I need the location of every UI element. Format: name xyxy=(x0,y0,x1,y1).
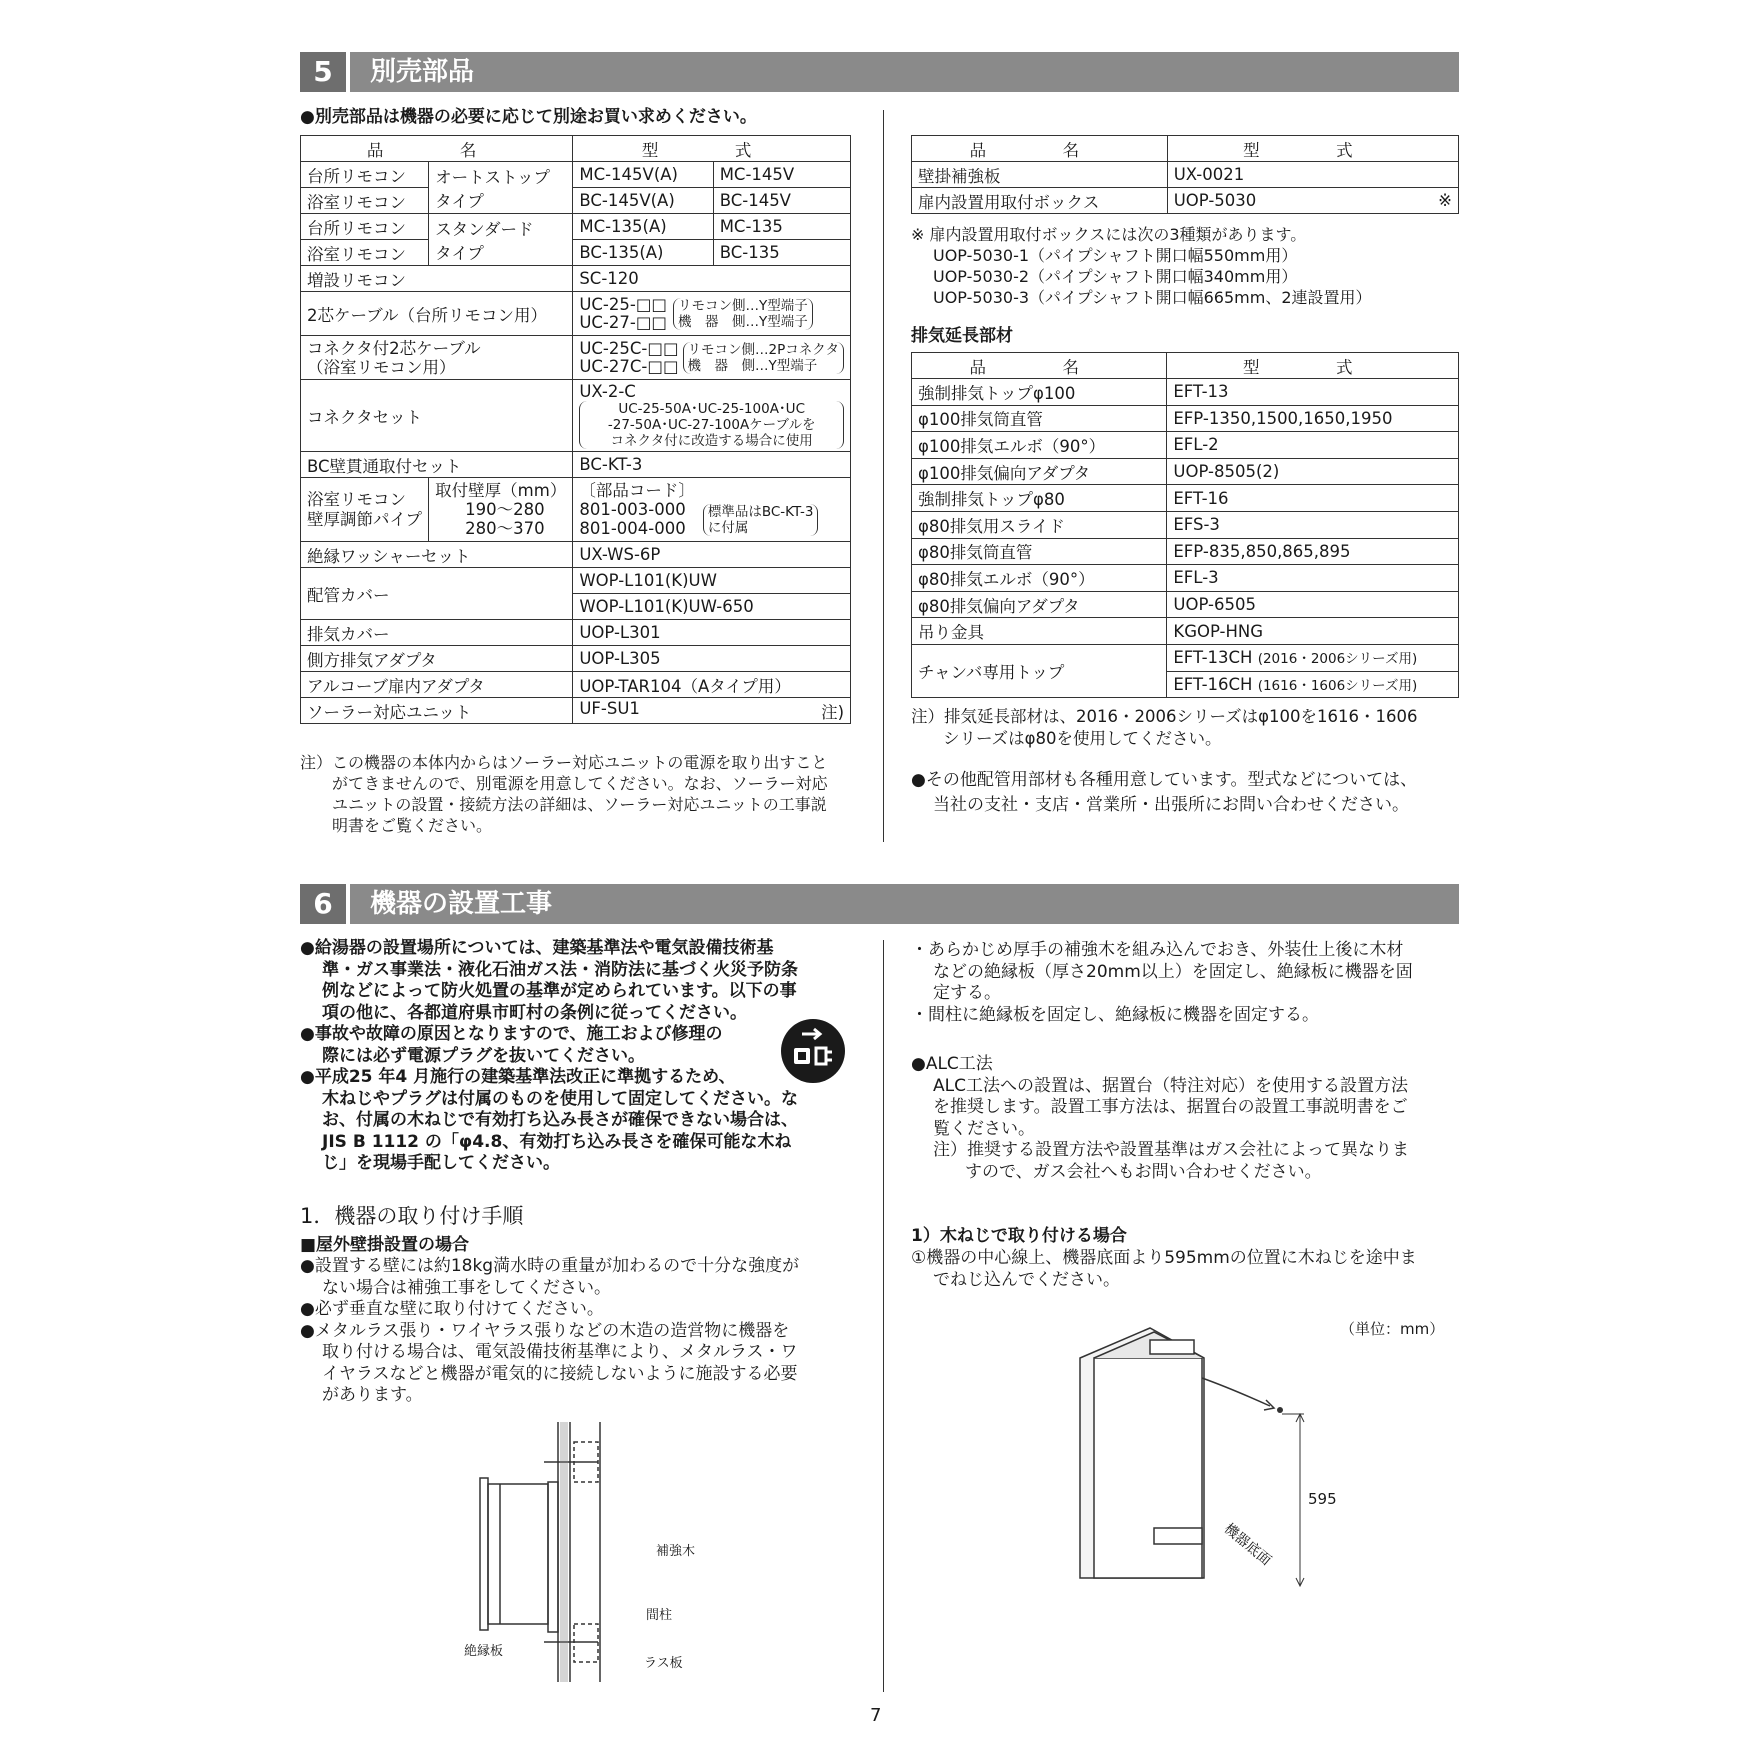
cell: 扉内設置用取付ボックス xyxy=(912,188,1168,214)
cell: EFP-835,850,865,895 xyxy=(1167,538,1459,565)
cell: WOP-L101(K)UW xyxy=(573,568,851,594)
cell: UOP-5030 ※ xyxy=(1167,188,1458,214)
column-divider xyxy=(883,940,884,1692)
cell: EFT-16 xyxy=(1167,485,1459,512)
cell: スタンダード タイプ xyxy=(429,214,573,266)
cell: UOP-L305 xyxy=(573,646,851,672)
cell: WOP-L101(K)UW-650 xyxy=(573,594,851,620)
cell: 強制排気トップφ100 xyxy=(912,379,1167,406)
cell: φ80排気偏向アダプタ xyxy=(912,591,1167,618)
cell: 排気カバー xyxy=(301,620,573,646)
cell: φ80排気用スライド xyxy=(912,511,1167,538)
parts-intro: ●別売部品は機器の必要に応じて別途お買い求めください。 xyxy=(300,107,757,127)
cell: ソーラー対応ユニット xyxy=(301,698,573,724)
cell: 取付壁厚（mm） 190～280 280～370 xyxy=(429,478,573,542)
header-model: 型 式 xyxy=(573,136,851,162)
exhaust-heading: 排気延長部材 xyxy=(911,326,1013,346)
cell: オートストップ タイプ xyxy=(429,162,573,214)
cell: φ80排気筒直管 xyxy=(912,538,1167,565)
cell: EFS-3 xyxy=(1167,511,1459,538)
wood-screw-step: ①機器の中心線上、機器底面より595mmの位置に木ねじを途中ま でねじ込んでください。 xyxy=(911,1248,1417,1290)
cell: MC-135(A) xyxy=(573,214,713,240)
section-6-header xyxy=(300,884,1459,924)
other-parts-note: ●その他配管用部材も各種用意しています。型式などについては、 当社の支社・支店・営業所・出張所にお問い合わせください。 xyxy=(911,770,1418,815)
cell: EFP-1350,1500,1650,1950 xyxy=(1167,405,1459,432)
cell: EFL-3 xyxy=(1167,565,1459,592)
bottom-label: 機器底面 xyxy=(1220,1520,1274,1569)
cell: MC-145V xyxy=(713,162,850,188)
cell: BC-135(A) xyxy=(573,240,713,266)
cell: SC-120 xyxy=(573,266,851,292)
section-title: 別売部品 xyxy=(370,57,475,87)
cell: UX-2-C UC-25-50A･UC-25-100A･UC -27-50A･UC-27-100Aケーブルを コネクタ付に改造する場合に使用 xyxy=(573,380,851,452)
cell: EFT-13CH (2016・2006シリーズ用) xyxy=(1167,644,1459,671)
cell: UOP-TAR104（Aタイプ用） xyxy=(573,672,851,698)
column-divider xyxy=(883,110,884,842)
alc-section: ●ALC工法 ALC工法への設置は、据置台（特注対応）を使用する設置方法 を推奨します。設置工事方法は、据置台の設置工事説明書をご 覧ください。 注）推奨する設置方法や設置基準はガス会社によって異なりま すので、ガス会社へもお問い合わせください。 xyxy=(911,1054,1409,1182)
cell: φ100排気筒直管 xyxy=(912,405,1167,432)
cell: UC-25C-□□ UC-27C-□□ リモコン側…2Pコネクタ 機 器 側…Y型端子 xyxy=(573,336,851,380)
unit-label: （単位：mm） xyxy=(1340,1320,1445,1338)
section-title: 機器の設置工事 xyxy=(370,889,553,919)
cell: コネクタセット xyxy=(301,380,573,452)
cell: BC-145V xyxy=(713,188,850,214)
cell: UC-25-□□ UC-27-□□ リモコン側…Y型端子 機 器 側…Y型端子 xyxy=(573,292,851,336)
cell: 配管カバー xyxy=(301,568,573,620)
cell: UOP-6505 xyxy=(1167,591,1459,618)
section-5-header xyxy=(300,52,1459,92)
cell: 台所リモコン xyxy=(301,162,429,188)
cell: UF-SU1 注) xyxy=(573,698,851,724)
cell: 増設リモコン xyxy=(301,266,573,292)
cell: EFT-13 xyxy=(1167,379,1459,406)
cell: EFL-2 xyxy=(1167,432,1459,459)
unplug-icon xyxy=(780,1018,846,1084)
cell: 〔部品コード〕 801-003-000 801-004-000 標準品はBC-KT-3 に付属 xyxy=(573,478,851,542)
cell: 吊り金具 xyxy=(912,618,1167,645)
stud-label: 間柱 xyxy=(646,1608,673,1623)
cell: 強制排気トップφ80 xyxy=(912,485,1167,512)
reinforce-table xyxy=(911,135,1459,214)
header-name: 品 名 xyxy=(301,136,573,162)
lath-label: ラス板 xyxy=(644,1656,683,1671)
exhaust-note: 注）排気延長部材は、2016・2006シリーズはφ100を1616・1606 シリーズはφ80を使用してください。 xyxy=(911,707,1418,748)
cell: チャンバ専用トップ xyxy=(912,644,1167,697)
header-model: 型 式 xyxy=(1167,353,1459,379)
cell: UX-WS-6P xyxy=(573,542,851,568)
cell: UOP-L301 xyxy=(573,620,851,646)
outdoor-heading: ■屋外壁掛設置の場合 xyxy=(300,1235,470,1255)
cell: BC-KT-3 xyxy=(573,452,851,478)
box-note: ※ 扉内設置用取付ボックスには次の3種類があります。 UOP-5030-1（パイプシャフト開口幅550mm用） UOP-5030-2（パイプシャフト開口幅340mm用） UOP-5030-3（パイプシャフト開口幅665mm、2連設置用） xyxy=(911,225,1372,307)
cell: 台所リモコン xyxy=(301,214,429,240)
cell: φ100排気偏向アダプタ xyxy=(912,458,1167,485)
install-steps-heading: 1．機器の取り付け手順 xyxy=(300,1204,524,1228)
page-number: 7 xyxy=(870,1705,882,1726)
cell: 側方排気アダプタ xyxy=(301,646,573,672)
cell: MC-135 xyxy=(713,214,850,240)
reinforcement-label: 補強木 xyxy=(656,1544,696,1559)
cell: 浴室リモコン xyxy=(301,240,429,266)
cell: UX-0021 xyxy=(1167,162,1458,188)
cell: EFT-16CH (1616・1606シリーズ用) xyxy=(1167,671,1459,698)
cell: 絶縁ワッシャーセット xyxy=(301,542,573,568)
cell: KGOP-HNG xyxy=(1167,618,1459,645)
header-name: 品 名 xyxy=(912,136,1168,162)
parts-table xyxy=(300,135,851,724)
cell: φ100排気エルボ（90°） xyxy=(912,432,1167,459)
section-number: 6 xyxy=(300,884,350,924)
dimension-label: 595 xyxy=(1308,1490,1337,1508)
wall-section-figure xyxy=(460,1422,720,1682)
cell: BC壁貫通取付セット xyxy=(301,452,573,478)
cell: MC-145V(A) xyxy=(573,162,713,188)
heater-figure xyxy=(1070,1318,1337,1608)
insulator-label: 絶縁板 xyxy=(464,1644,504,1659)
cell: UOP-8505(2) xyxy=(1167,458,1459,485)
cell: 浴室リモコン 壁厚調節パイプ xyxy=(301,478,429,542)
header-name: 品 名 xyxy=(912,353,1167,379)
section-number: 5 xyxy=(300,52,350,92)
mounting-methods: ・あらかじめ厚手の補強木を組み込んでおき、外装仕上後に木材 などの絶縁板（厚さ20mm以上）を固定し、絶縁板に機器を固 定する。 ・間柱に絶縁板を固定し、絶縁板に機器を固定する。 xyxy=(911,940,1413,1025)
cell: φ80排気エルボ（90°） xyxy=(912,565,1167,592)
wood-screw-heading: 1）木ねじで取り付ける場合 xyxy=(911,1226,1127,1246)
outdoor-notes: ●設置する壁には約18kg満水時の重量が加わるので十分な強度が ない場合は補強工事をしてください。 ●必ず垂直な壁に取り付けてください。 ●メタルラス張り・ワイヤラス張りなどの木造の造営物に機器を 取り付ける場合は、電気設備技術基準により、メタルラス・ワ イヤラスなどと機器が電気的に接続しないように施設する必要 があります。 xyxy=(300,1256,800,1405)
cell: 浴室リモコン xyxy=(301,188,429,214)
cell: BC-145V(A) xyxy=(573,188,713,214)
cell: 2芯ケーブル（台所リモコン用） xyxy=(301,292,573,336)
header-model: 型 式 xyxy=(1167,136,1458,162)
cell: 壁掛補強板 xyxy=(912,162,1168,188)
cell: BC-135 xyxy=(713,240,850,266)
cell: アルコーブ扉内アダプタ xyxy=(301,672,573,698)
exhaust-table xyxy=(911,352,1459,698)
install-requirements: ●給湯器の設置場所については、建築基準法や電気設備技術基 準・ガス事業法・液化石油ガス法・消防法に基づく火災予防条 例などによって防火処置の基準が定められています。以下の事 項の他に、各都道府県市町村の条例に従ってください。 ●事故や故障の原因となりますので、施工および修理の 際には必ず電源プラグを抜いてください。 ●平成25 年4 月施行の建築基準法改正に準拠するため、 木ねじやプラグは付属のものを使用して固定してください。な お、付属の木ねじで有効打ち込み長さが確保できない場合は、 JIS B 1112 の「φ4.8、有効打ち込み長さを確保可能な木ね じ」を現場手配してください。 xyxy=(300,938,798,1173)
cell: コネクタ付2芯ケーブル （浴室リモコン用） xyxy=(301,336,573,380)
solar-note: 注）この機器の本体内からはソーラー対応ユニットの電源を取り出すこと がてきませんので、別電源を用意してください。なお、ソーラー対応 ユニットの設置・接続方法の詳細は、ソーラー対応ユニットの工事説 明書をご覧ください。 xyxy=(300,753,828,835)
